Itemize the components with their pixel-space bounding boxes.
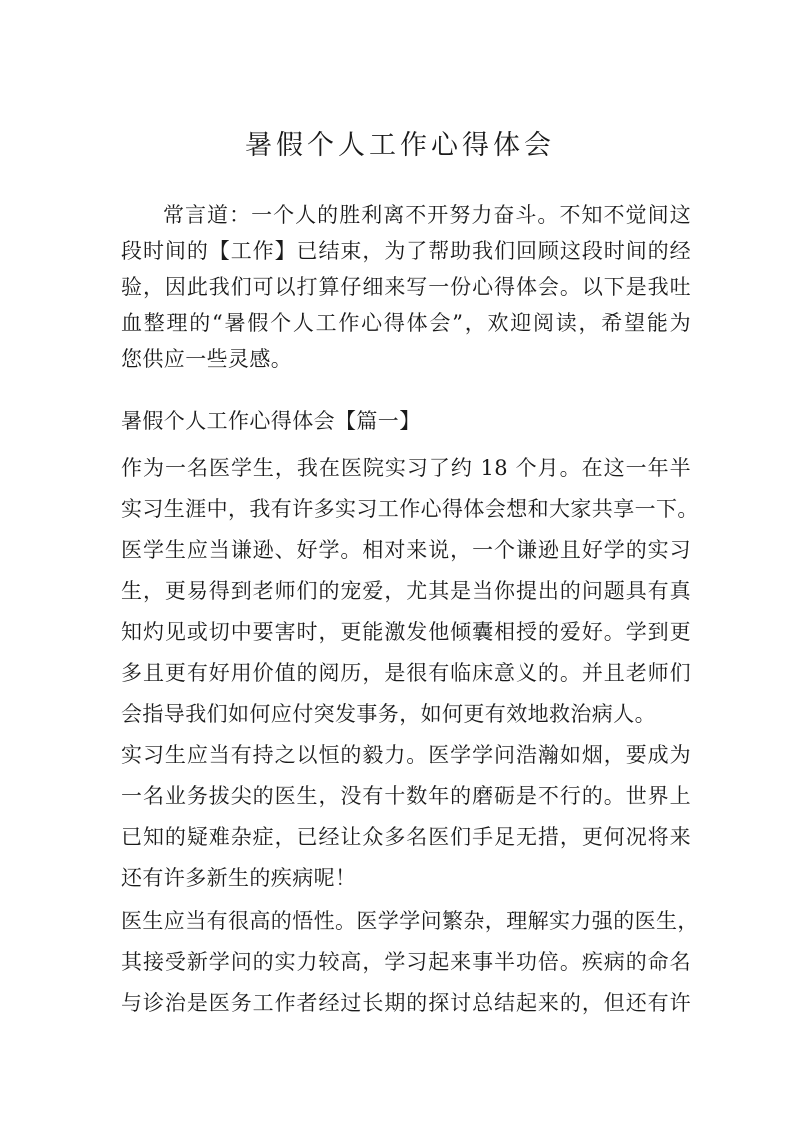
paragraph-line: 您供应一些灵感。	[121, 347, 293, 371]
paragraph-line: 段时间的【工作】已结束，为了帮助我们回顾这段时间的经	[121, 239, 691, 263]
paragraph-line: 知灼见或切中要害时，更能激发他倾囊相授的爱好。学到更	[121, 620, 691, 644]
paragraph-line: 生，更易得到老师们的宠爱，尤其是当你提出的问题具有真	[121, 579, 691, 603]
paragraph-line: 实习生涯中，我有许多实习工作心得体会想和大家共享一下。	[121, 497, 699, 521]
paragraph-line: 验，因此我们可以打算仔细来写一份心得体会。以下是我吐	[121, 275, 691, 299]
paragraph-line: 常言道：一个人的胜利离不开努力奋斗。不知不觉间这	[163, 203, 691, 227]
paragraph-line: 与诊治是医务工作者经过长期的探讨总结起来的，但还有许	[121, 991, 691, 1015]
paragraph-line: 多且更有好用价值的阅历，是很有临床意义的。并且老师们	[121, 661, 691, 685]
paragraph-line: 血整理的“暑假个人工作心得体会”，欢迎阅读，希望能为	[121, 311, 691, 335]
paragraph-line: 实习生应当有持之以恒的毅力。医学学问浩瀚如烟，要成为	[121, 743, 691, 767]
paragraph-line: 还有许多新生的疾病呢！	[121, 866, 357, 890]
paragraph-line: 作为一名医学生，我在医院实习了约 18 个月。在这一年半	[121, 456, 691, 480]
paragraph-line: 一名业务拔尖的医生，没有十数年的磨砺是不行的。世界上	[121, 784, 691, 808]
paragraph-line: 医学生应当谦逊、好学。相对来说，一个谦逊且好学的实习	[121, 538, 691, 562]
section-heading: 暑假个人工作心得体会【篇一】	[121, 409, 421, 433]
document-title: 暑假个人工作心得体会	[245, 130, 555, 161]
paragraph-line: 其接受新学问的实力较高，学习起来事半功倍。疾病的命名	[121, 950, 691, 974]
paragraph-line: 会指导我们如何应付突发事务，如何更有效地救治病人。	[121, 702, 656, 726]
paragraph-line: 医生应当有很高的悟性。医学学问繁杂，理解实力强的医生，	[121, 909, 699, 933]
paragraph-line: 已知的疑难杂症，已经让众多名医们手足无措，更何况将来	[121, 825, 691, 849]
